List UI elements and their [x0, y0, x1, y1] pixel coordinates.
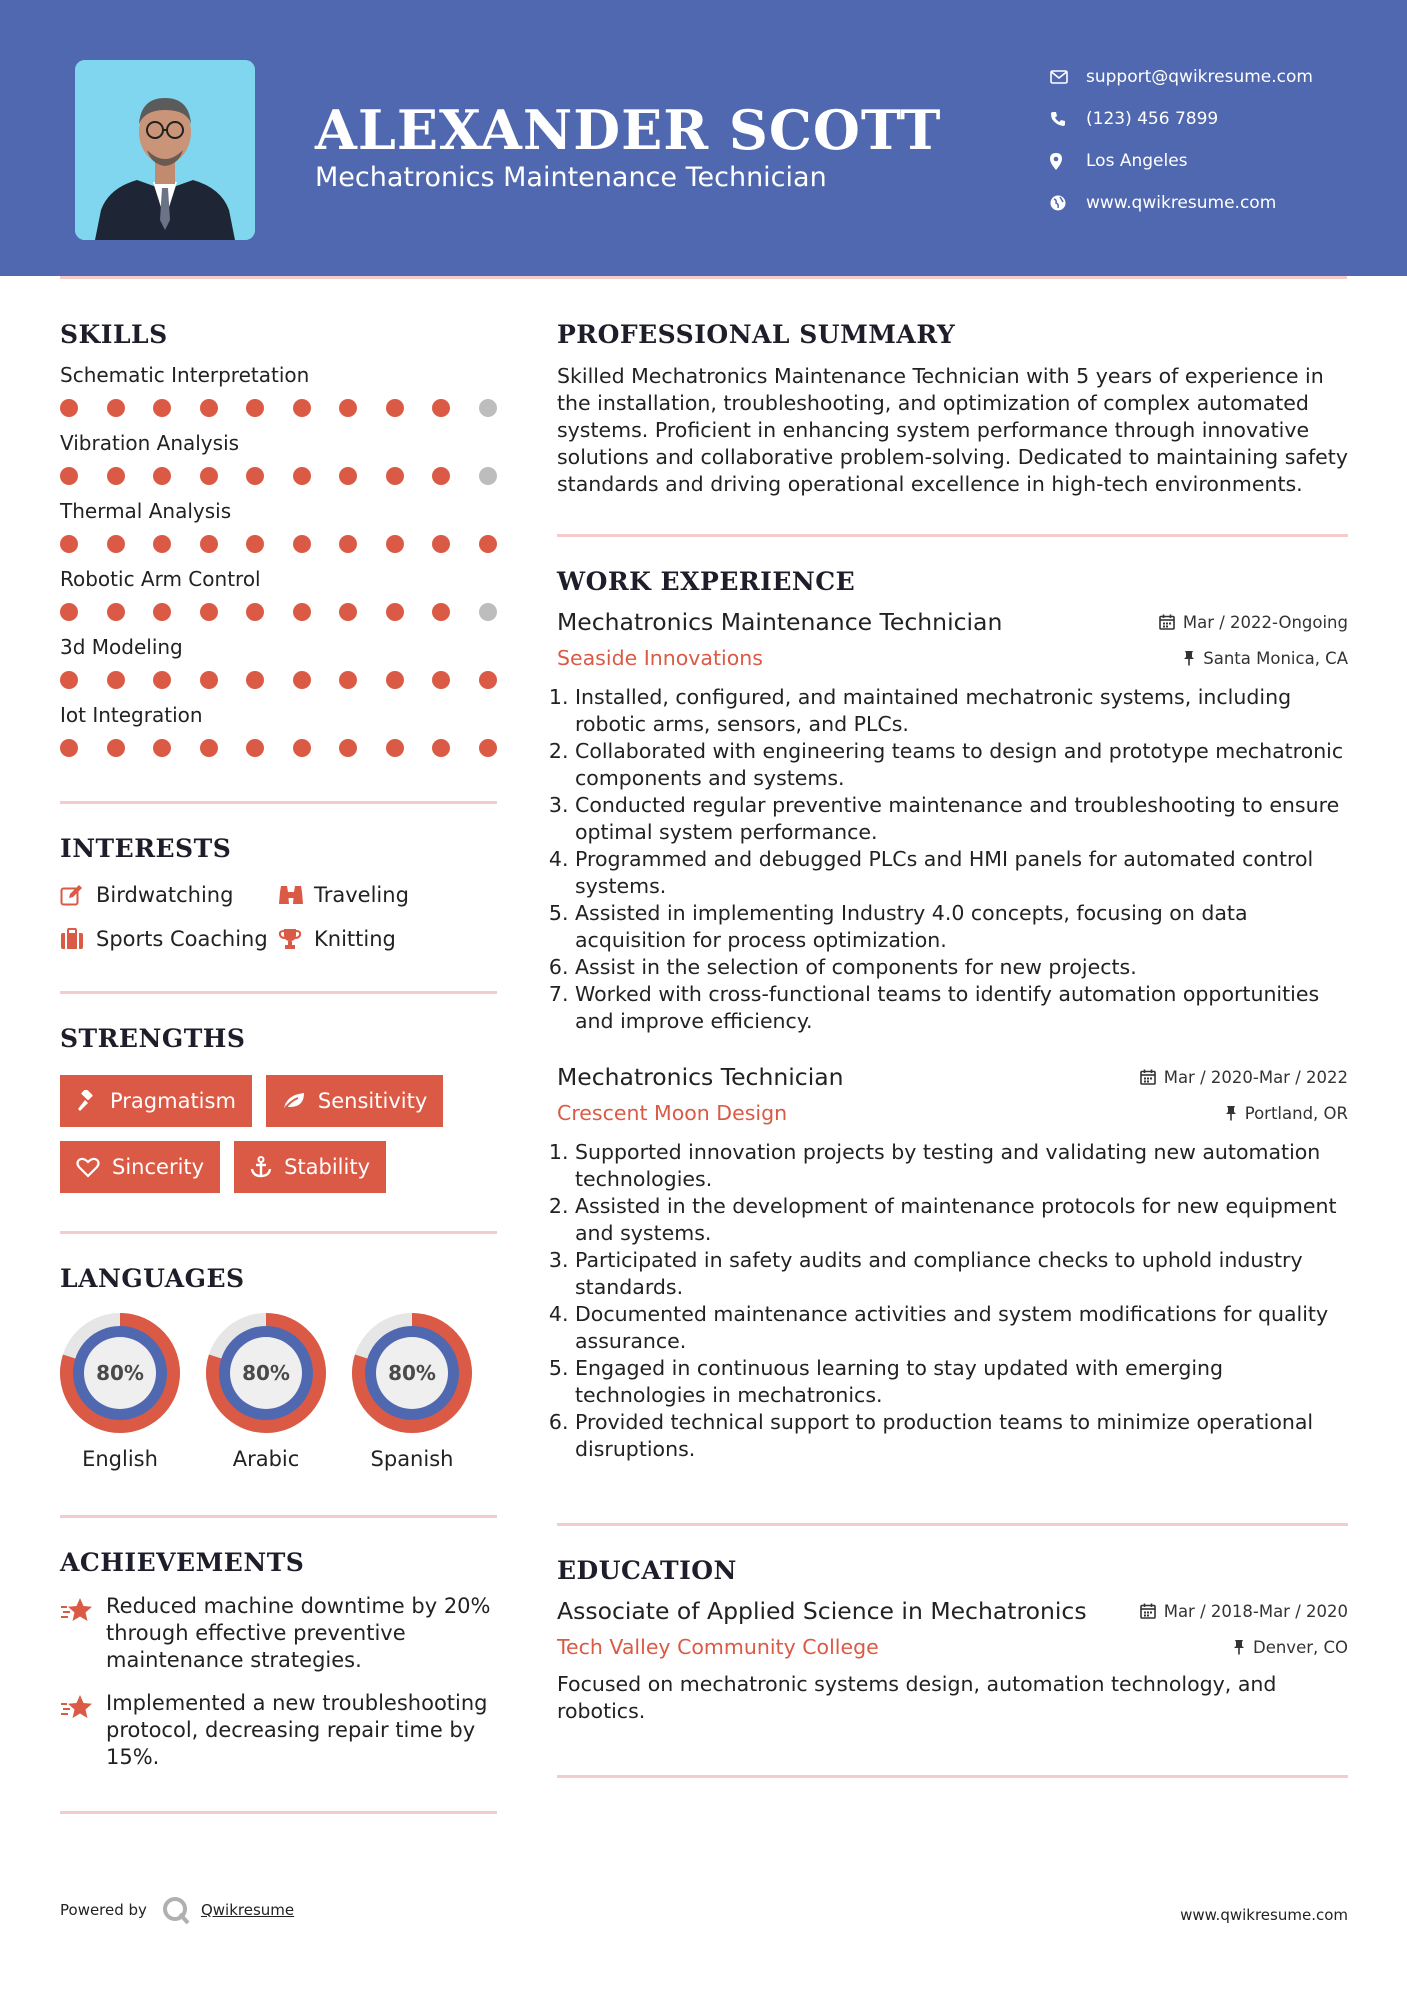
education-date-text: Mar / 2018-Mar / 2020: [1163, 1601, 1348, 1621]
pushpin-icon: [1183, 650, 1195, 666]
skill-item: [60, 703, 497, 757]
section-divider: [60, 1231, 497, 1234]
strength-label: Sincerity: [112, 1155, 205, 1179]
languages-section: [60, 1264, 497, 1471]
rating-dot-filled: [60, 399, 78, 417]
skills-list: [60, 363, 497, 757]
skill-rating: [60, 603, 497, 621]
rating-dot-filled: [107, 467, 125, 485]
skill-item: [60, 499, 497, 553]
rating-dot-filled: [479, 671, 497, 689]
rating-dot-filled: [293, 399, 311, 417]
rating-dot-filled: [246, 399, 264, 417]
powered-by-text: Powered by: [60, 1901, 147, 1919]
gavel-icon: [76, 1090, 98, 1112]
section-divider: [60, 991, 497, 994]
qwikresume-logo-icon: [161, 1895, 191, 1925]
interest-label: Sports Coaching: [96, 927, 268, 951]
achievements-section: [60, 1548, 497, 1771]
strength-tag: [60, 1141, 220, 1193]
skill-item: [60, 431, 497, 485]
job-bullets: [557, 684, 1348, 1035]
rating-dot-filled: [60, 739, 78, 757]
rating-dot-filled: [479, 535, 497, 553]
profile-photo: [75, 60, 255, 240]
strength-label: Stability: [284, 1155, 371, 1179]
star-icon: [60, 1593, 106, 1674]
rating-dot-filled: [432, 399, 450, 417]
email-text: support@qwikresume.com: [1086, 67, 1313, 87]
header: [0, 0, 1407, 276]
pushpin-icon: [1233, 1639, 1245, 1655]
header-divider: [60, 276, 1347, 279]
job-bullet: 3. Conducted regular preventive maintenance and troubleshooting to ensure optimal system performance.: [575, 792, 1348, 846]
skill-rating: [60, 467, 497, 485]
contact-website[interactable]: [1050, 182, 1313, 224]
achievement-item: [60, 1593, 497, 1674]
achievements-title: ACHIEVEMENTS: [60, 1548, 305, 1577]
section-divider: [60, 1515, 497, 1518]
section-divider: [557, 534, 1348, 537]
job-bullet: 4. Programmed and debugged PLCs and HMI panels for automated control systems.: [575, 846, 1348, 900]
job-bullet: 2. Assisted in the development of maintenance protocols for new equipment and systems.: [575, 1193, 1348, 1247]
rating-dot-filled: [339, 739, 357, 757]
rating-dot-filled: [153, 739, 171, 757]
rating-dot-filled: [107, 535, 125, 553]
company-name: Seaside Innovations: [557, 646, 763, 670]
education-location: [1233, 1638, 1348, 1657]
rating-dot-filled: [293, 671, 311, 689]
candidate-name: ALEXANDER SCOTT: [315, 98, 942, 162]
skill-rating: [60, 535, 497, 553]
rating-dot-filled: [432, 535, 450, 553]
skill-item: [60, 363, 497, 417]
summary-title: PROFESSIONAL SUMMARY: [557, 320, 956, 349]
job-bullet: 5. Engaged in continuous learning to stay updated with emerging technologies in mechatronics.: [575, 1355, 1348, 1409]
language-item: [206, 1313, 326, 1471]
interest-item: [278, 927, 497, 951]
job-date-text: Mar / 2020-Mar / 2022: [1163, 1067, 1348, 1087]
rating-dot-filled: [432, 671, 450, 689]
rating-dot-filled: [293, 739, 311, 757]
strength-label: Pragmatism: [110, 1089, 236, 1113]
interests-list: [60, 883, 497, 951]
qwikresume-link[interactable]: Qwikresume: [200, 1901, 295, 1919]
rating-dot-filled: [386, 603, 404, 621]
section-divider: [60, 801, 497, 804]
skill-rating: [60, 671, 497, 689]
language-name: Spanish: [370, 1447, 454, 1471]
rating-dot-filled: [386, 399, 404, 417]
contact-location: [1050, 140, 1313, 182]
skill-item: [60, 567, 497, 621]
rating-dot-filled: [107, 739, 125, 757]
footer-url[interactable]: www.qwikresume.com: [1180, 1906, 1348, 1924]
candidate-title: Mechatronics Maintenance Technician: [315, 162, 827, 193]
rating-dot-filled: [200, 603, 218, 621]
strengths-section: [60, 1024, 497, 1193]
calendar-icon: [1140, 1069, 1156, 1085]
interests-title: INTERESTS: [60, 834, 232, 863]
job-bullet: 7. Worked with cross-functional teams to identify automation opportunities and improve efficiency.: [575, 981, 1348, 1035]
job-bullet: 1. Installed, configured, and maintained mechatronic systems, including robotic arms, sensors, and PLCs.: [575, 684, 1348, 738]
language-ring: [352, 1313, 472, 1433]
job-title: Mechatronics Maintenance Technician: [557, 608, 1003, 636]
rating-dot-filled: [293, 467, 311, 485]
contact-phone[interactable]: [1050, 98, 1313, 140]
interest-item: [60, 927, 278, 951]
strength-tag: [234, 1141, 386, 1193]
left-column: [60, 320, 497, 1814]
language-ring: [60, 1313, 180, 1433]
languages-list: [60, 1313, 497, 1471]
rating-dot-filled: [293, 603, 311, 621]
job-location: [1225, 1104, 1348, 1123]
rating-dot-filled: [432, 467, 450, 485]
section-divider: [557, 1775, 1348, 1778]
education-date: [1140, 1602, 1348, 1621]
rating-dot-filled: [432, 603, 450, 621]
skill-name: Robotic Arm Control: [60, 567, 261, 591]
rating-dot-filled: [60, 671, 78, 689]
degree-title: Associate of Applied Science in Mechatronics: [557, 1597, 1087, 1625]
rating-dot-filled: [107, 671, 125, 689]
skill-name: Vibration Analysis: [60, 431, 240, 455]
skills-title: SKILLS: [60, 320, 168, 349]
skill-name: Schematic Interpretation: [60, 363, 310, 387]
interest-label: Birdwatching: [96, 883, 234, 907]
anchor-icon: [250, 1156, 272, 1178]
achievement-text: Implemented a new troubleshooting protocol, decreasing repair time by 15%.: [106, 1691, 488, 1769]
rating-dot-filled: [386, 467, 404, 485]
language-percent: 80%: [96, 1361, 144, 1385]
phone-text: (123) 456 7899: [1086, 109, 1219, 129]
language-name: Arabic: [232, 1447, 300, 1471]
rating-dot-filled: [60, 603, 78, 621]
phone-icon: [1050, 111, 1086, 127]
rating-dot-filled: [479, 739, 497, 757]
job-bullet: 2. Collaborated with engineering teams to design and prototype mechatronic components and systems.: [575, 738, 1348, 792]
experience-title: WORK EXPERIENCE: [557, 567, 856, 596]
rating-dot-filled: [386, 535, 404, 553]
job-bullet: 5. Assisted in implementing Industry 4.0 concepts, focusing on data acquisition for process optimization.: [575, 900, 1348, 954]
interest-label: Traveling: [314, 883, 409, 907]
language-item: [352, 1313, 472, 1471]
rating-dot-filled: [60, 467, 78, 485]
rating-dot-filled: [246, 535, 264, 553]
rating-dot-filled: [153, 399, 171, 417]
language-ring: [206, 1313, 326, 1433]
globe-icon: [1050, 195, 1086, 211]
summary-text: Skilled Mechatronics Maintenance Technician with 5 years of experience in the installation, troubleshooting, and optimization of complex automated systems. Proficient in enhancing system performance through innovative solutions and collaborative problem-solving. Dedicated to maintaining safety standards and driving operational excellence in high-tech environments.: [557, 364, 1348, 496]
rating-dot-filled: [339, 535, 357, 553]
job-bullet: 6. Assist in the selection of components for new projects.: [575, 954, 1348, 981]
company-name: Crescent Moon Design: [557, 1101, 788, 1125]
languages-title: LANGUAGES: [60, 1264, 245, 1293]
job-bullet: 6. Provided technical support to production teams to minimize operational disruptions.: [575, 1409, 1348, 1463]
education-text: Focused on mechatronic systems design, automation technology, and robotics.: [557, 1672, 1277, 1723]
contact-list: [1050, 56, 1313, 224]
footer-powered-by: [60, 1895, 294, 1925]
interests-section: [60, 834, 497, 951]
skill-item: [60, 635, 497, 689]
job-location-text: Portland, OR: [1244, 1103, 1348, 1123]
rating-dot-empty: [479, 399, 497, 417]
rating-dot-filled: [200, 739, 218, 757]
rating-dot-filled: [339, 467, 357, 485]
job-location-text: Santa Monica, CA: [1203, 648, 1348, 668]
pushpin-icon: [1225, 1105, 1237, 1121]
language-item: [60, 1313, 180, 1471]
skills-section: [60, 320, 497, 757]
calendar-icon: [1159, 614, 1175, 630]
binoculars-icon: [278, 884, 314, 906]
heart-icon: [76, 1157, 100, 1178]
job-entry: [557, 608, 1348, 1035]
language-name: English: [82, 1447, 158, 1471]
strength-tag: [266, 1075, 443, 1127]
job-bullet: 3. Participated in safety audits and compliance checks to uphold industry standards.: [575, 1247, 1348, 1301]
rating-dot-filled: [200, 671, 218, 689]
rating-dot-filled: [246, 467, 264, 485]
education-location-text: Denver, CO: [1252, 1637, 1348, 1657]
rating-dot-filled: [200, 535, 218, 553]
job-bullets: [557, 1139, 1348, 1463]
job-bullet: 4. Documented maintenance activities and system modifications for quality assurance.: [575, 1301, 1348, 1355]
job-date-text: Mar / 2022-Ongoing: [1182, 612, 1348, 632]
skill-name: 3d Modeling: [60, 635, 183, 659]
rating-dot-filled: [153, 467, 171, 485]
experience-section: [557, 567, 1348, 1463]
rating-dot-filled: [246, 603, 264, 621]
section-divider: [60, 1811, 497, 1814]
rating-dot-empty: [479, 467, 497, 485]
star-icon: [60, 1690, 106, 1771]
contact-email[interactable]: [1050, 56, 1313, 98]
strength-label: Sensitivity: [317, 1089, 428, 1113]
rating-dot-filled: [339, 603, 357, 621]
rating-dot-filled: [339, 671, 357, 689]
job-location: [1183, 649, 1348, 668]
rating-dot-filled: [246, 739, 264, 757]
interest-item: [278, 883, 497, 907]
school-name: Tech Valley Community College: [557, 1635, 879, 1659]
rating-dot-filled: [107, 603, 125, 621]
right-column: [557, 320, 1348, 1778]
section-divider: [557, 1523, 1348, 1526]
rating-dot-filled: [339, 399, 357, 417]
rating-dot-filled: [153, 603, 171, 621]
skill-name: Iot Integration: [60, 703, 203, 727]
pencil-square-icon: [60, 884, 96, 906]
interest-item: [60, 883, 278, 907]
person-photo-icon: [75, 60, 255, 240]
rating-dot-filled: [60, 535, 78, 553]
location-text: Los Angeles: [1086, 151, 1188, 171]
rating-dot-filled: [153, 535, 171, 553]
language-percent: 80%: [388, 1361, 436, 1385]
rating-dot-filled: [432, 739, 450, 757]
skill-rating: [60, 739, 497, 757]
rating-dot-filled: [246, 671, 264, 689]
job-bullet: 1. Supported innovation projects by testing and validating new automation technologies.: [575, 1139, 1348, 1193]
strength-tag: [60, 1075, 252, 1127]
skill-name: Thermal Analysis: [60, 499, 232, 523]
interest-label: Knitting: [314, 927, 396, 951]
achievement-text: Reduced machine downtime by 20% through effective preventive maintenance strategies.: [106, 1594, 491, 1672]
rating-dot-filled: [200, 467, 218, 485]
education-title: EDUCATION: [557, 1556, 737, 1585]
achievement-item: [60, 1690, 497, 1771]
briefcase-icon: [60, 928, 96, 950]
rating-dot-filled: [200, 399, 218, 417]
rating-dot-filled: [386, 739, 404, 757]
job-entry: [557, 1063, 1348, 1463]
leaf-icon: [282, 1091, 306, 1111]
job-date: [1159, 613, 1348, 632]
location-pin-icon: [1050, 153, 1086, 170]
rating-dot-filled: [153, 671, 171, 689]
job-title: Mechatronics Technician: [557, 1063, 844, 1091]
language-percent: 80%: [242, 1361, 290, 1385]
education-section: [557, 1556, 1348, 1725]
job-date: [1140, 1068, 1348, 1087]
strengths-list: [60, 1075, 497, 1193]
website-text: www.qwikresume.com: [1086, 193, 1277, 213]
rating-dot-empty: [479, 603, 497, 621]
summary-section: [557, 320, 1348, 498]
rating-dot-filled: [293, 535, 311, 553]
rating-dot-filled: [386, 671, 404, 689]
calendar-icon: [1140, 1603, 1156, 1619]
envelope-icon: [1050, 70, 1086, 84]
skill-rating: [60, 399, 497, 417]
strengths-title: STRENGTHS: [60, 1024, 246, 1053]
trophy-icon: [278, 928, 314, 950]
rating-dot-filled: [107, 399, 125, 417]
